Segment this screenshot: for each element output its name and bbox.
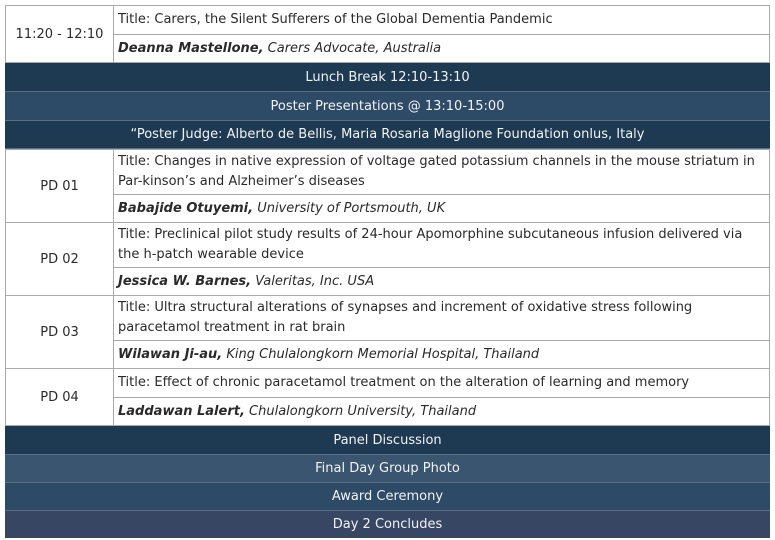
speaker-affiliation: Valeritas, Inc. USA — [251, 273, 375, 289]
poster-title-text: Title: Changes in native expression of voltage gated potassium channels in the mouse striatum in Par-kinson’s and Alzheimer’s diseases — [118, 154, 755, 189]
speaker-affiliation: Carers Advocate, Australia — [263, 40, 442, 56]
panel-discussion-text: Panel Discussion — [333, 432, 442, 448]
day-concludes-text: Day 2 Concludes — [332, 517, 443, 532]
speaker-affiliation: King Chulalongkorn Memorial Hospital, Thailand — [222, 346, 540, 362]
poster-presentations-band — [5, 92, 770, 121]
poster-judge-band — [5, 121, 770, 149]
poster-judge-text: “Poster Judge: Alberto de Bellis, Maria Rosaria Maglione Foundation onlus, Italy — [130, 127, 645, 142]
poster-title-text: Title: Ultra structural alterations of synapses and increment of oxidative stress following paracetamol treatment in rat brain — [118, 300, 693, 335]
session-time-text: 11:20 - 12:10 — [15, 26, 104, 42]
session-time — [5, 5, 114, 63]
poster-speaker — [113, 194, 770, 223]
poster-id: PD 03 — [40, 324, 79, 340]
poster-title — [113, 295, 770, 341]
poster-presentations-text: Poster Presentations @ 13:10-15:00 — [270, 98, 505, 114]
speaker-affiliation: University of Portsmouth, UK — [253, 200, 446, 216]
lunch-break-band — [5, 63, 770, 92]
session-speaker — [113, 34, 770, 63]
poster-title — [113, 149, 770, 195]
lunch-break-text: Lunch Break 12:10-13:10 — [305, 69, 470, 85]
day-concludes-band — [5, 511, 770, 538]
speaker-name: Wilawan Ji-au, — [118, 346, 223, 362]
speaker-name: Laddawan Lalert, — [118, 403, 245, 419]
session-title — [113, 5, 770, 35]
poster-speaker — [113, 397, 770, 426]
speaker-name: Jessica W. Barnes, — [118, 273, 252, 289]
poster-id: PD 01 — [40, 178, 79, 194]
group-photo-band — [5, 455, 770, 483]
poster-id: PD 04 — [40, 389, 79, 405]
poster-title-text: Title: Effect of chronic paracetamol treatment on the alteration of learning and memory — [118, 375, 690, 390]
speaker-name: Deanna Mastellone, — [118, 40, 264, 56]
award-ceremony-text: Award Ceremony — [331, 489, 444, 504]
speaker-name: Babajide Otuyemi, — [118, 200, 254, 216]
session-title-text: Title: Carers, the Silent Sufferers of the Global Dementia Pandemic — [118, 12, 553, 27]
poster-speaker — [113, 267, 770, 296]
poster-id-cell — [5, 368, 114, 426]
poster-id: PD 02 — [40, 251, 79, 267]
poster-title — [113, 368, 770, 398]
poster-id-cell — [5, 295, 114, 369]
poster-title — [113, 222, 770, 268]
group-photo-text: Final Day Group Photo — [315, 461, 460, 476]
speaker-affiliation: Chulalongkorn University, Thailand — [244, 403, 477, 419]
award-ceremony-band — [5, 483, 770, 511]
poster-id-cell — [5, 149, 114, 223]
panel-discussion-band — [5, 426, 770, 455]
poster-id-cell — [5, 222, 114, 296]
poster-title-text: Title: Preclinical pilot study results of 24-hour Apomorphine subcutaneous infusion delivered via the h-patch wearable device — [118, 227, 743, 262]
program-table — [5, 5, 770, 538]
poster-speaker — [113, 340, 770, 369]
